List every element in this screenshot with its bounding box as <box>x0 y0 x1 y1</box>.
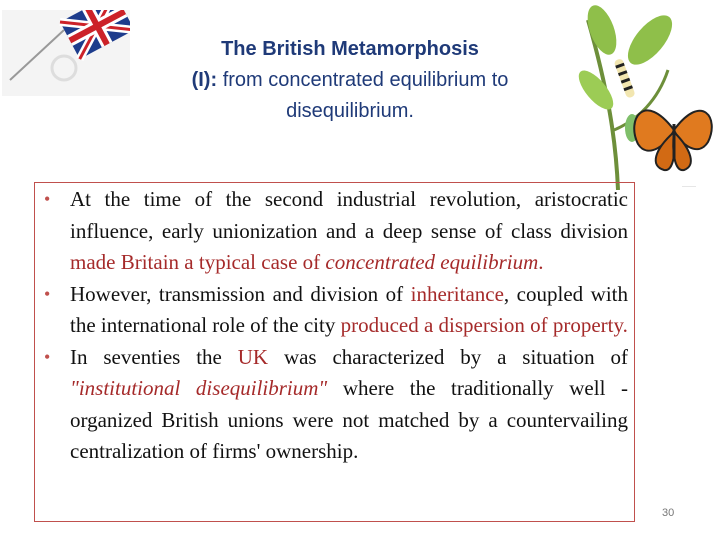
bullet-text-segment: where the traditionally well -organized British unions were not matched by a countervailing centralization of firms' ownership. <box>70 376 629 463</box>
union-jack-flag-logo <box>2 10 130 96</box>
bullet-text-segment: UK <box>237 344 269 369</box>
bullet-text-segment: inheritance <box>410 281 504 306</box>
bullet-text-segment: . <box>538 250 544 274</box>
monarch-butterfly-metamorphosis-image <box>578 0 720 190</box>
bullet-text-segment: aristocratic influence, early unionization and a deep sense of class division <box>70 187 628 243</box>
bullet-item <box>44 279 628 342</box>
bullet-list <box>44 184 628 468</box>
bullet-dot-icon: • <box>44 189 51 209</box>
bullet-text-segment: At the time of the second industrial revolution, <box>70 187 522 211</box>
page-title <box>135 34 565 127</box>
bullet-item <box>44 342 628 468</box>
bullet-text-segment: , coupled with the international role of the city <box>70 281 628 337</box>
title-rest: from concentrated equilibrium to disequilibrium. <box>217 69 509 122</box>
bullet-text-segment: made Britain a typical case of <box>70 250 326 274</box>
bullet-text-segment: produced a dispersion of property. <box>340 313 628 337</box>
bullet-text-segment: "institutional disequilibrium" <box>70 376 328 400</box>
bullet-text-segment: In seventies the <box>70 344 238 369</box>
bullet-item <box>44 184 628 279</box>
bullet-dot-icon: • <box>44 346 51 367</box>
title-bold: The British Metamorphosis <box>221 38 479 60</box>
page-number: 30 <box>662 507 675 519</box>
title-bold-2: (I): <box>191 69 218 91</box>
bullet-dot-icon: • <box>44 283 51 304</box>
bullet-text-segment: was characterized by a situation of <box>268 344 628 369</box>
bullet-text-segment: However, transmission and division of <box>70 281 411 306</box>
bullet-text-segment: concentrated equilibrium <box>325 250 539 274</box>
svg-text:·······: ······· <box>682 184 696 190</box>
